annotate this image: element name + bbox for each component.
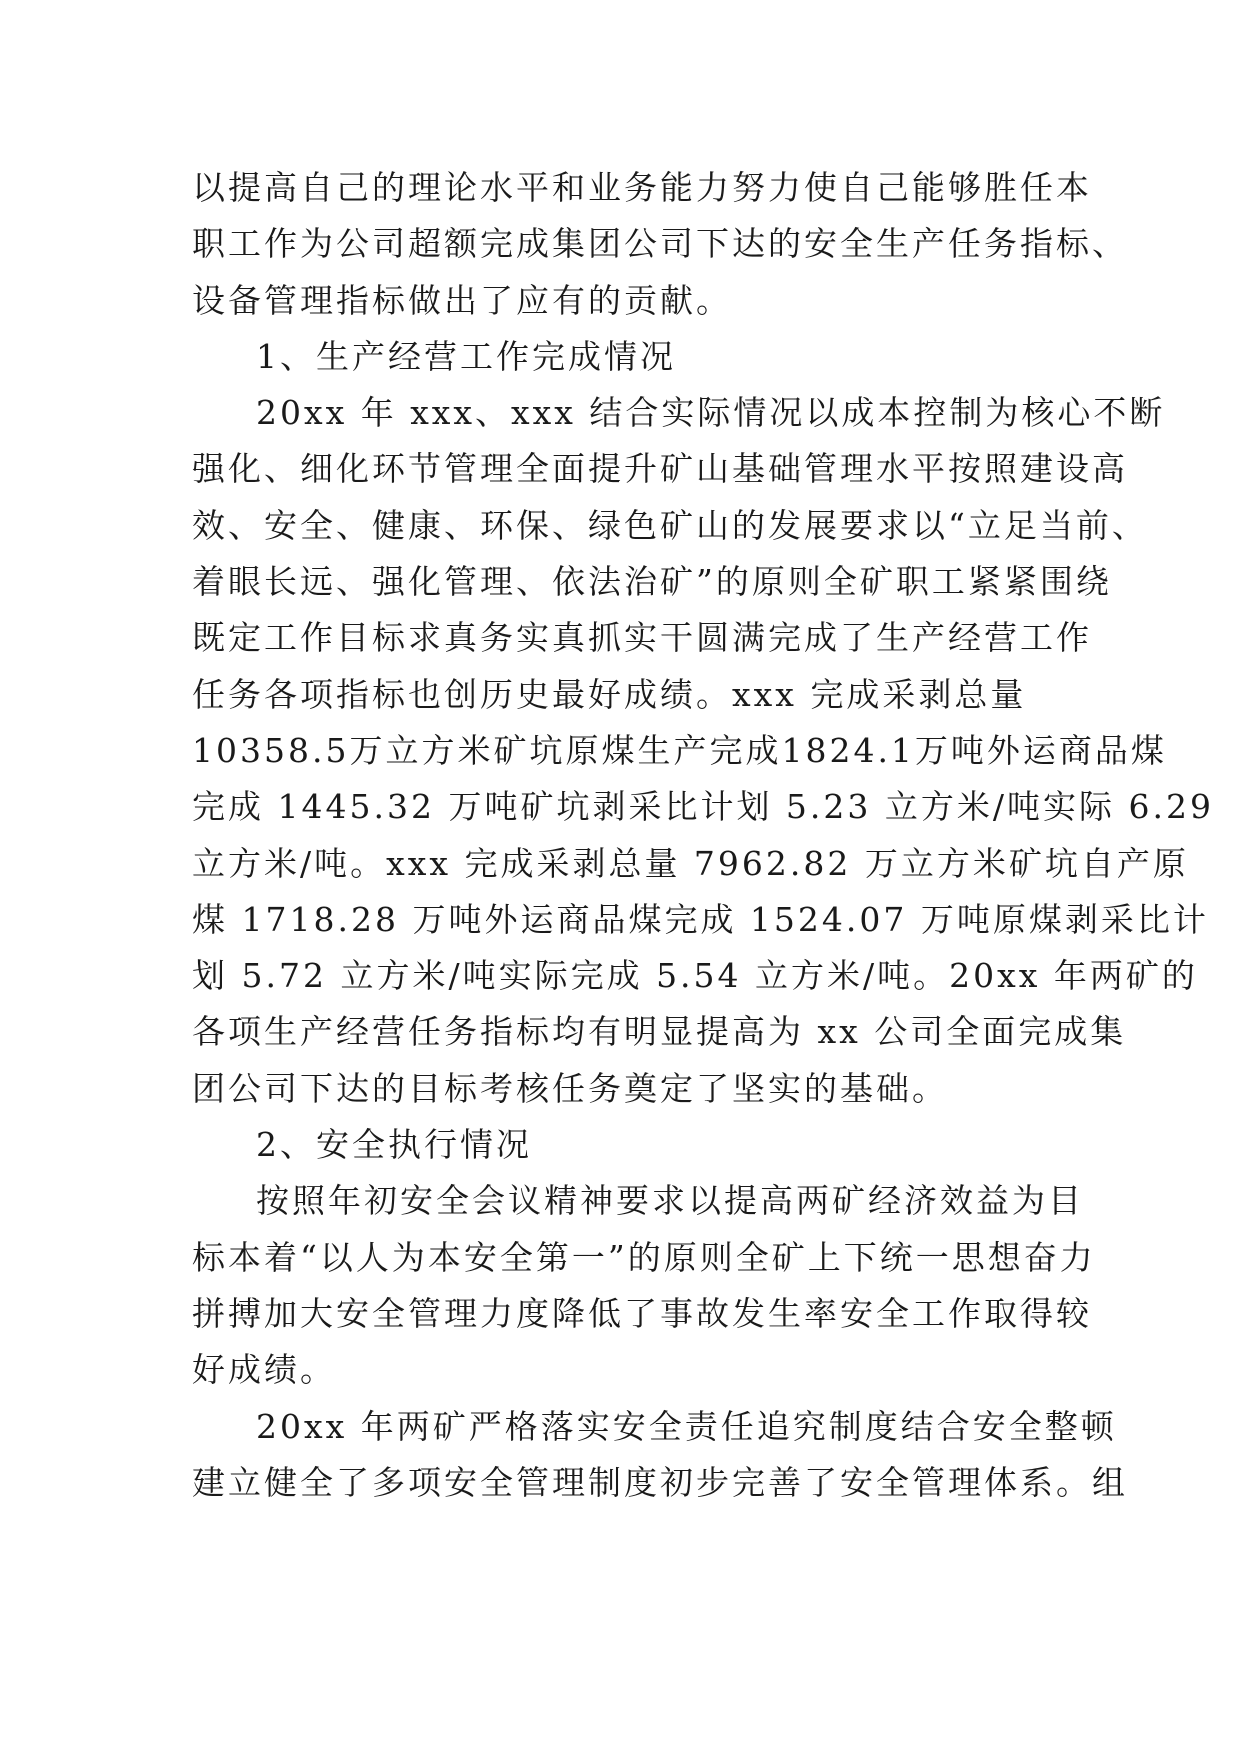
text-line: 标本着“以人为本安全第一”的原则全矿上下统一思想奋力 <box>192 1237 1096 1277</box>
text-line: 建立健全了多项安全管理制度初步完善了安全管理体系。组 <box>192 1462 1128 1502</box>
text-line: 10358.5万立方米矿坑原煤生产完成1824.1万吨外运商品煤 <box>192 730 1167 770</box>
text-line: 拼搏加大安全管理力度降低了事故发生率安全工作取得较 <box>192 1293 1092 1333</box>
text-line: 强化、细化环节管理全面提升矿山基础管理水平按照建设高 <box>192 449 1128 489</box>
text-line: 任务各项指标也创历史最好成绩。xxx 完成采剥总量 <box>192 674 1027 714</box>
text-line: 既定工作目标求真务实真抓实干圆满完成了生产经营工作 <box>192 618 1092 658</box>
section-heading: 2、安全执行情况 <box>256 1125 532 1165</box>
section-heading: 1、生产经营工作完成情况 <box>256 336 676 376</box>
text-line: 职工作为公司超额完成集团公司下达的安全生产任务指标、 <box>192 224 1128 264</box>
text-line: 立方米/吨。xxx 完成采剥总量 7962.82 万立方米矿坑自产原 <box>192 843 1189 883</box>
text-line: 20xx 年两矿严格落实安全责任追究制度结合安全整顿 <box>256 1406 1117 1446</box>
body-text <box>192 160 1214 1511</box>
text-line: 各项生产经营任务指标均有明显提高为 xx 公司全面完成集 <box>192 1012 1127 1052</box>
text-line: 效、安全、健康、环保、绿色矿山的发展要求以“立足当前、 <box>192 505 1148 545</box>
text-line: 好成绩。 <box>192 1350 336 1390</box>
text-line: 按照年初安全会议精神要求以提高两矿经济效益为目 <box>256 1181 1084 1221</box>
text-line: 20xx 年 xxx、xxx 结合实际情况以成本控制为核心不断 <box>256 393 1166 433</box>
text-line: 完成 1445.32 万吨矿坑剥采比计划 5.23 立方米/吨实际 6.29 <box>192 787 1214 827</box>
text-line: 设备管理指标做出了应有的贡献。 <box>192 280 732 320</box>
text-line: 划 5.72 立方米/吨实际完成 5.54 立方米/吨。20xx 年两矿的 <box>192 956 1198 996</box>
text-line: 着眼长远、强化管理、依法治矿”的原则全矿职工紧紧围绕 <box>192 562 1112 602</box>
text-line: 以提高自己的理论水平和业务能力努力使自己能够胜任本 <box>192 168 1092 207</box>
text-line: 煤 1718.28 万吨外运商品煤完成 1524.07 万吨原煤剥采比计 <box>192 899 1209 939</box>
text-line: 团公司下达的目标考核任务奠定了坚实的基础。 <box>192 1068 948 1108</box>
